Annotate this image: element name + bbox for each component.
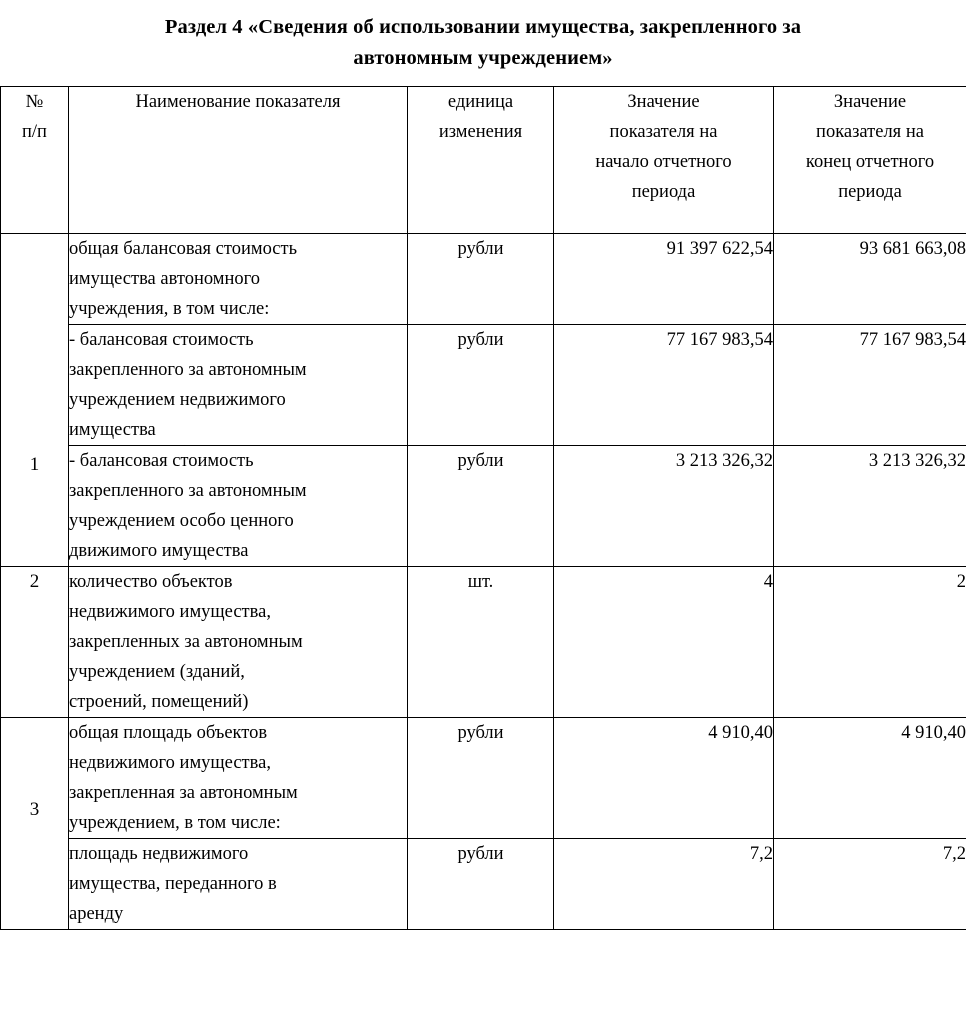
header-start-line-3: начало отчетного (595, 152, 732, 172)
unit-cell: шт. (408, 567, 554, 718)
unit-cell: рубли (408, 446, 554, 567)
indicator-name-cell (69, 567, 408, 718)
table-row (1, 446, 966, 567)
header-number-line-1: № (25, 92, 44, 112)
header-cell-indicator-name (69, 87, 408, 234)
indicator-name-line: площадь недвижимого (69, 844, 249, 864)
value-end-cell: 3 213 326,32 (774, 446, 966, 567)
table-header-row (1, 87, 966, 234)
table-row (1, 839, 966, 930)
indicator-name-cell (69, 325, 408, 446)
header-start-line-1: Значение (627, 92, 700, 112)
value-end-cell: 4 910,40 (774, 718, 966, 839)
value-start-cell: 3 213 326,32 (554, 446, 774, 567)
header-number-line-2: п/п (22, 122, 47, 142)
value-end-cell: 2 (774, 567, 966, 718)
page-title-line-2: автономным учреждением» (353, 47, 613, 69)
header-end-line-3: конец отчетного (805, 152, 935, 172)
row-number-cell-1: 1 (1, 234, 69, 567)
indicator-name-cell (69, 446, 408, 567)
indicator-name-line: имущества (69, 420, 156, 440)
header-start-line-4: периода (631, 182, 696, 202)
header-start-line-2: показателя на (609, 122, 718, 142)
header-end-line-1: Значение (833, 92, 907, 112)
value-start-cell: 77 167 983,54 (554, 325, 774, 446)
indicator-name-line: закрепленного за автономным (69, 360, 307, 380)
indicator-name-cell (69, 718, 408, 839)
indicator-name-line: имущества автономного (69, 269, 261, 289)
indicator-name-line: аренду (69, 904, 124, 924)
indicator-name-line: - балансовая стоимость (69, 451, 254, 471)
value-end-cell: 77 167 983,54 (774, 325, 966, 446)
page-title (0, 0, 966, 73)
indicator-name-line: недвижимого имущества, (69, 753, 271, 773)
indicator-name-line: учреждения, в том числе: (69, 299, 270, 319)
header-unit-line-2: изменения (438, 122, 523, 142)
indicator-name-line: - балансовая стоимость (69, 330, 254, 350)
indicator-name-line: учреждением (зданий, (69, 662, 245, 682)
value-start-cell: 4 910,40 (554, 718, 774, 839)
indicator-name-line: общая балансовая стоимость (69, 239, 298, 259)
indicator-name-line: учреждением недвижимого (69, 390, 286, 410)
value-start-cell: 4 (554, 567, 774, 718)
header-unit-line-1: единица (447, 92, 514, 112)
header-cell-unit (408, 87, 554, 234)
value-start-cell: 91 397 622,54 (554, 234, 774, 325)
property-usage-table-container (0, 86, 966, 930)
value-end-cell: 7,2 (774, 839, 966, 930)
property-usage-table (0, 86, 966, 930)
table-row (1, 567, 966, 718)
header-indicator-name-line-1: Наименование показателя (135, 92, 341, 112)
table-row (1, 234, 966, 325)
header-cell-period-start (554, 87, 774, 234)
indicator-name-line: закрепленная за автономным (69, 783, 298, 803)
indicator-name-line: закрепленного за автономным (69, 481, 307, 501)
page-title-line-1: Раздел 4 «Сведения об использовании имущества, закрепленного за (164, 16, 802, 38)
unit-cell: рубли (408, 325, 554, 446)
indicator-name-line: строений, помещений) (69, 692, 249, 712)
indicator-name-line: движимого имущества (69, 541, 249, 561)
indicator-name-cell (69, 234, 408, 325)
indicator-name-line: учреждением, в том числе: (69, 813, 281, 833)
indicator-name-line: имущества, переданного в (69, 874, 277, 894)
header-cell-number (1, 87, 69, 234)
value-end-cell: 93 681 663,08 (774, 234, 966, 325)
unit-cell: рубли (408, 839, 554, 930)
indicator-name-line: закрепленных за автономным (69, 632, 303, 652)
row-number-cell-2: 2 (1, 567, 69, 718)
header-end-line-4: периода (838, 182, 902, 202)
indicator-name-line: учреждением особо ценного (69, 511, 294, 531)
unit-cell: рубли (408, 718, 554, 839)
indicator-name-line: общая площадь объектов (69, 723, 268, 743)
indicator-name-cell (69, 839, 408, 930)
indicator-name-line: недвижимого имущества, (69, 602, 271, 622)
indicator-name-line: количество объектов (69, 572, 233, 592)
row-number-cell-3: 3 (1, 718, 69, 930)
value-start-cell: 7,2 (554, 839, 774, 930)
table-row (1, 718, 966, 839)
header-end-line-2: показателя на (816, 122, 924, 142)
table-row (1, 325, 966, 446)
header-cell-period-end (774, 87, 966, 234)
unit-cell: рубли (408, 234, 554, 325)
